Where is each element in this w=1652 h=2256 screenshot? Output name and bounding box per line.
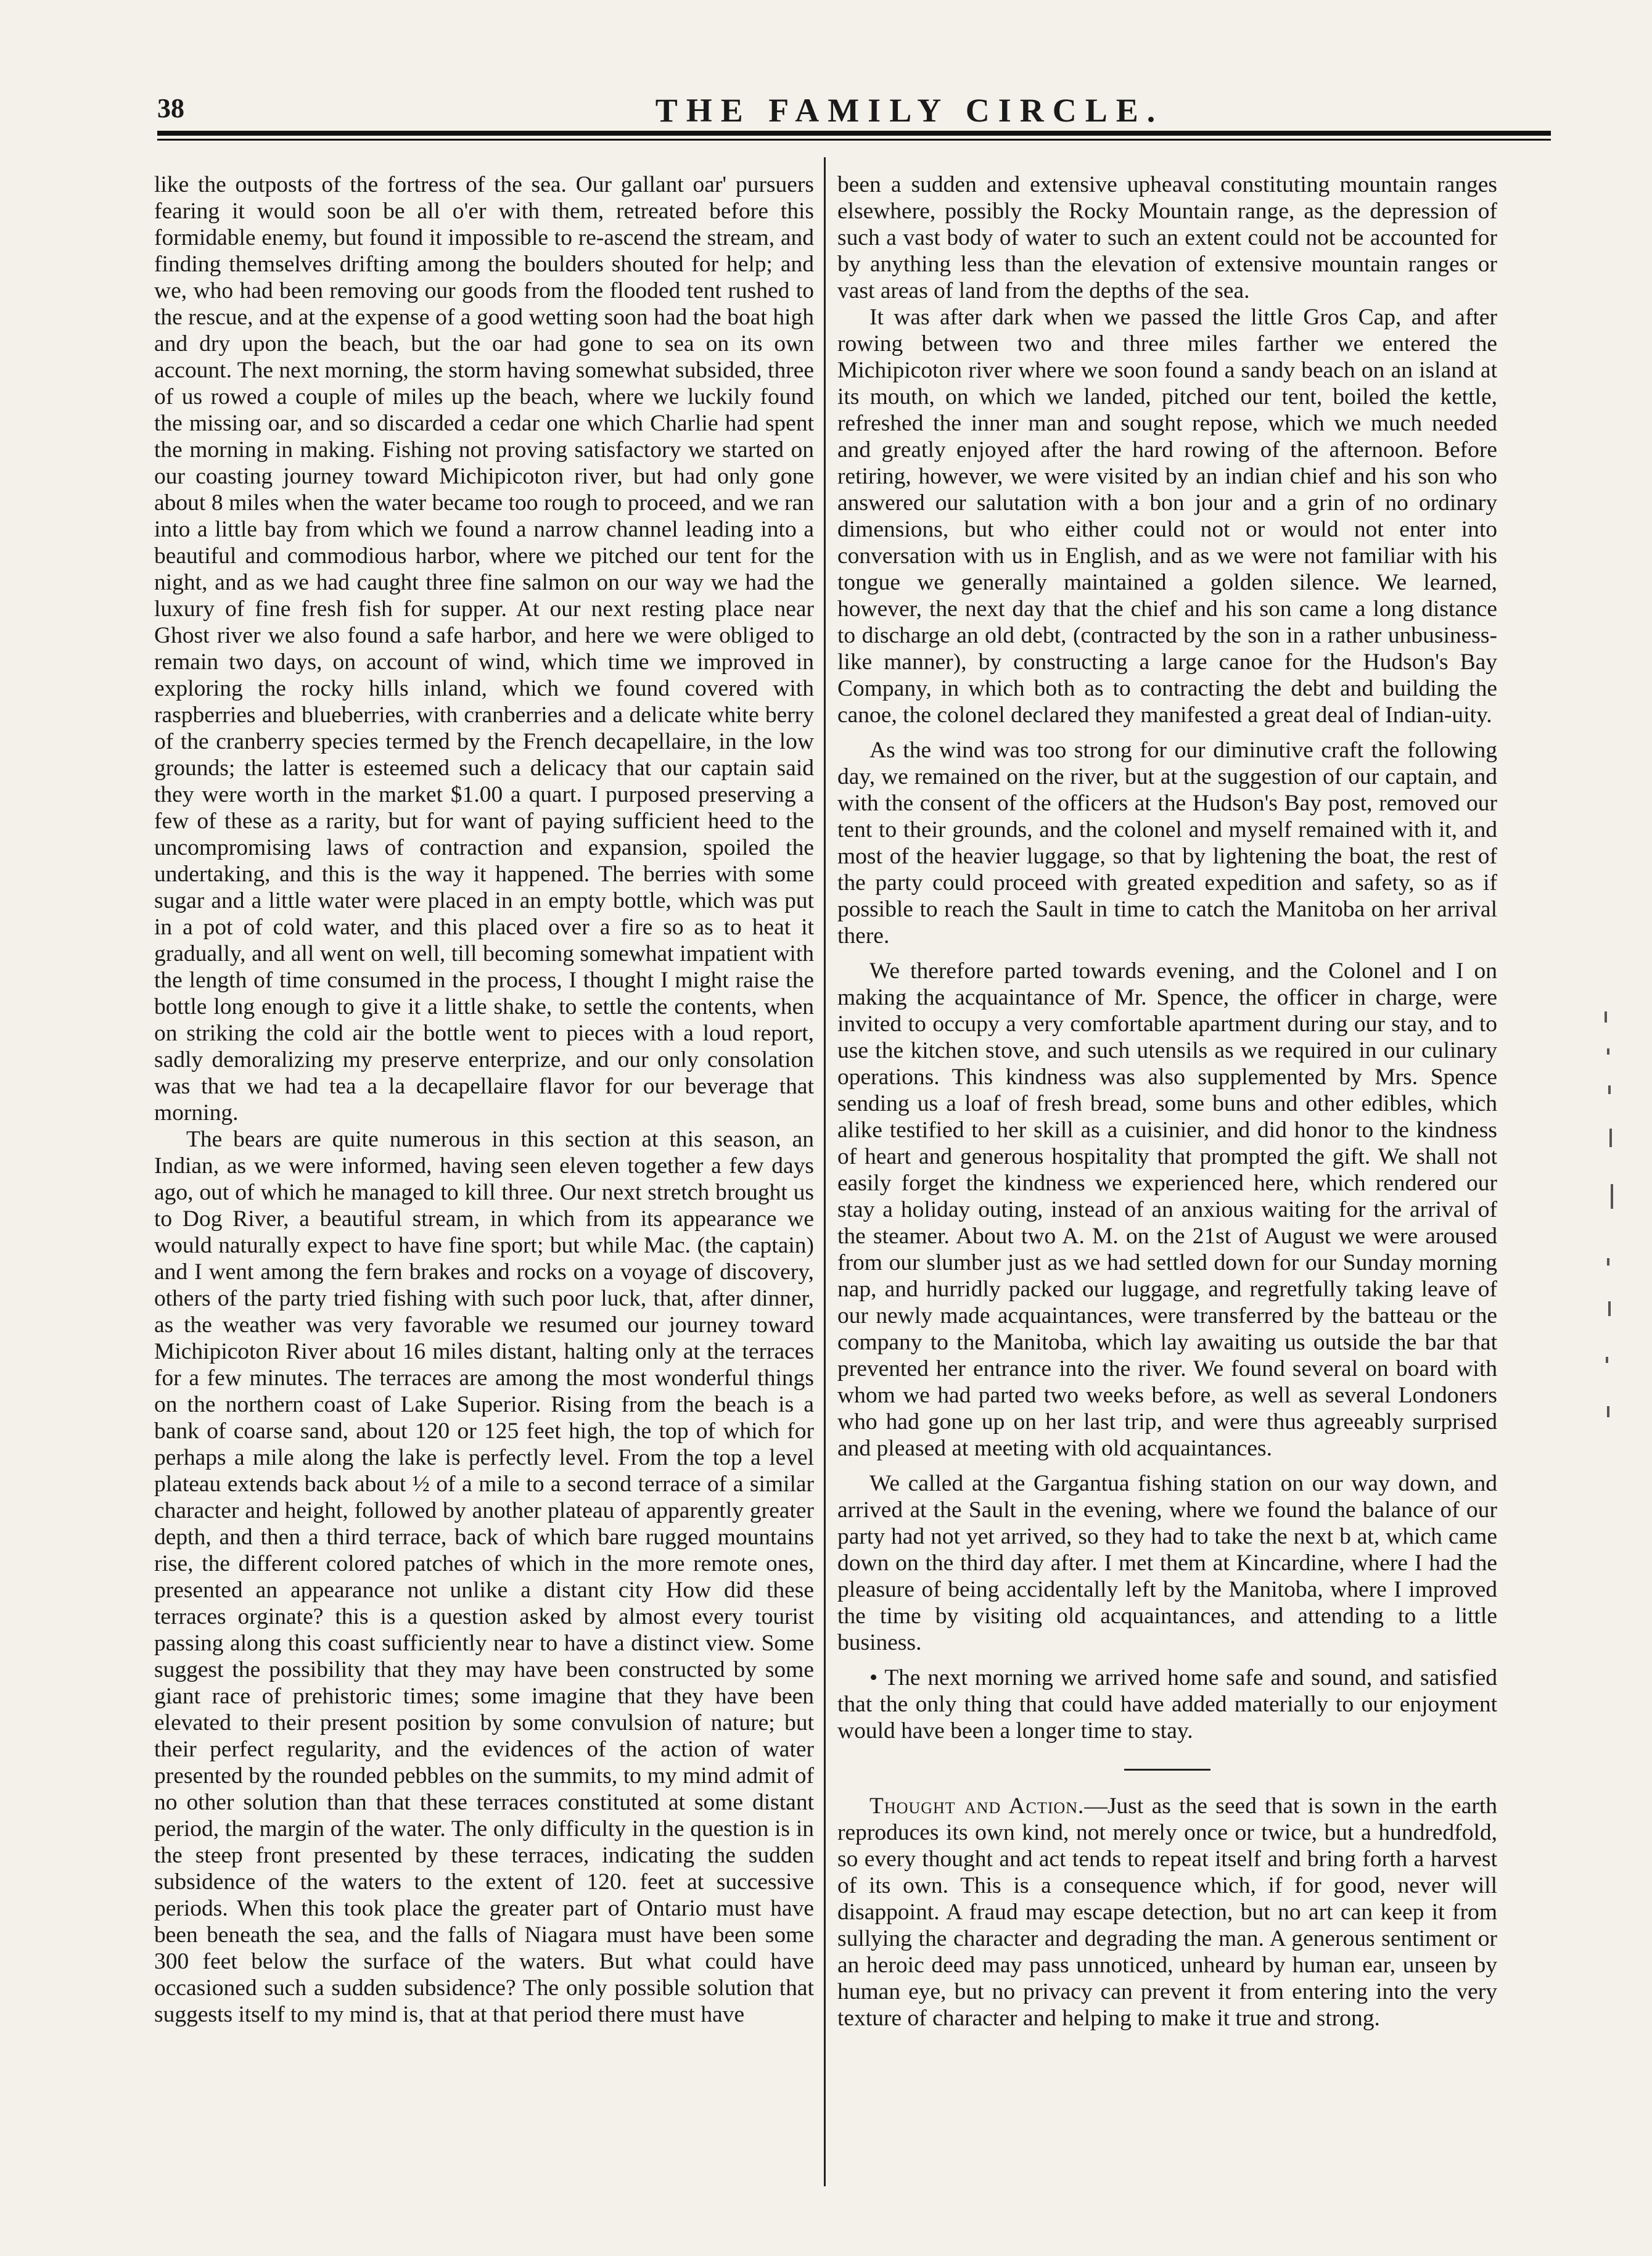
header-rule-thick: [157, 131, 1551, 136]
column-divider: [824, 157, 826, 2186]
page-header: [157, 93, 1551, 130]
thought-and-action-paragraph: [837, 1793, 1497, 2032]
right-column: [837, 171, 1497, 2032]
speck: [1607, 1406, 1609, 1417]
speck: [1606, 1357, 1608, 1363]
page-number: 38: [157, 93, 184, 123]
right-paragraph-2: It was after dark when we passed the little Gros Cap, and after rowing between two and three miles farther we entered the Michipicoton river where we soon found a sandy beach on an island at its mouth, on which we landed, pitched our tent, boiled the kettle, refreshed the inner man and sought repose, which we much needed and greatly enjoyed after the hard rowing of the afternoon. Before retiring, however, we were visited by an indian chief and his son who answered our salutation with a bon jour and a grin of no ordinary dimensions, but who either could not or would not enter into conversation with us in English, and as we were not familiar with his tongue we generally maintained a golden silence. We learned, however, the next day that the chief and his son came a long distance to discharge an old debt, (contracted by the son in a rather unbusiness-like manner), by constructing a large canoe for the Hudson's Bay Company, in which both as to contracting the debt and building the canoe, the colonel declared they manifested a great deal of Indian-uity.: [837, 305, 1497, 728]
right-paragraph-5: We called at the Gargantua fishing station on our way down, and arrived at the Sault in the evening, where we found the balance of our party had not yet arrived, so they had to take the next b at, which came down on the third day after. I met them at Kincardine, where I had the pleasure of being accidentally left by the Manitoba, where I improved the time by visiting old acquaintances, and attending to a little business.: [837, 1471, 1497, 1655]
speck: [1607, 1048, 1609, 1055]
left-paragraph-2: The bears are quite numerous in this section at this season, an Indian, as we were informed, having seen eleven together a few days ago, out of which he managed to kill three. Our next stretch brought us to Dog River, a beautiful stream, in which from its appearance we would naturally expect to have fine sport; but while Mac. (the captain) and I went among the fern brakes and rocks on a voyage of discovery, others of the party tried fishing with such poor luck, that, after dinner, as the weather was very favorable we resumed our journey toward Michipicoton River about 16 miles distant, halting only at the terraces for a few minutes. The terraces are among the most wonderful things on the northern coast of Lake Superior. Rising from the beach is a bank of coarse sand, about 120 or 125 feet high, the top of which for perhaps a mile along the lake is perfectly level. From the top a level plateau extends back about ½ of a mile to a second terrace of a similar character and height, followed by another plateau of apparently greater depth, and then a third terrace, back of which bare rugged mountains rise, the different colored patches of which in the more remote ones, presented an appearance not unlike a distant city How did these terraces orginate? this is a question asked by almost every tourist passing along this coast sufficiently near to have a distinct view. Some suggest the possibility that they may have been constructed by some giant race of prehistoric times; some imagine that they have been elevated to their present position by some convulsion of nature; but their perfect regularity, and the evidences of the action of water presented by the rounded pebbles on the summits, to my mind admit of no other solution than that these terraces constituted at some distant period, the margin of the water. The only difficulty in the question is in the steep front presented by these terraces, indicating the sudden subsidence of the waters to the extent of 120. feet at successive periods. When this took place the greater part of Ontario must have been beneath the sea, and the falls of Niagara must have been some 300 feet below the surface of the waters. But what could have occasioned such a sudden subsidence? The only possible solution that suggests itself to my mind is, that at that period there must have: [154, 1127, 814, 2027]
header-rule-thin: [157, 139, 1551, 141]
right-paragraph-3: As the wind was too strong for our diminutive craft the following day, we remained on the river, but at the suggestion of our captain, and with the consent of the officers at the Hudson's Bay post, removed our tent to their grounds, and the colonel and myself remained with it, and most of the heavier luggage, so that by lightening the boat, the rest of the party could proceed with greated expedition and safety, so as if possible to reach the Sault in time to catch the Manitoba on her arrival there.: [837, 738, 1497, 949]
right-paragraph-1: been a sudden and extensive upheaval constituting mountain ranges elsewhere, possibly the Rocky Mountain range, as the depression of such a vast body of water to such an extent could not be accounted for by anything less than the elevation of extensive mountain ranges or vast areas of land from the depths of the sea.: [837, 172, 1497, 303]
left-column: [154, 171, 814, 2028]
speck: [1611, 1184, 1613, 1209]
article-body: —Just as the seed that is sown in the earth reproduces its own kind, not merely once or twice, but a hundredfold, so every thought and act tends to repeat itself and bring forth a harvest of its own. This is a consequence which, if for good, never will disappoint. A fraud may escape detection, but no art can keep it from sullying the character and degrading the man. A generous sentiment or an heroic deed may pass unnoticed, unheard by human ear, unseen by human eye, but no privacy can prevent it from entering into the very texture of character and helping to make it true and strong.: [837, 1793, 1497, 2031]
speck: [1608, 1301, 1611, 1316]
right-paragraph-6: • The next morning we arrived home safe and sound, and satisfied that the only thing that could have added materially to our enjoyment would have been a longer time to stay.: [837, 1665, 1497, 1743]
speck: [1609, 1129, 1612, 1147]
section-separator-rule: [1124, 1769, 1210, 1771]
running-title: THE FAMILY CIRCLE.: [655, 92, 1164, 129]
speck: [1605, 1011, 1607, 1023]
margin-specks: [1603, 1011, 1622, 1443]
speck: [1608, 1085, 1611, 1094]
speck: [1607, 1258, 1609, 1266]
left-paragraph-1: like the outposts of the fortress of the sea. Our gallant oar' pursuers fearing it would soon be all o'er with them, retreated before this formidable enemy, but found it impossible to re-ascend the stream, and finding themselves drifting among the boulders shouted for help; and we, who had been removing our goods from the flooded tent rushed to the rescue, and at the expense of a good wetting soon had the boat high and dry upon the beach, but the oar had gone to sea on its own account. The next morning, the storm having somewhat subsided, three of us rowed a couple of miles up the beach, where we luckily found the missing oar, and so discarded a cedar one which Charlie had spent the morning in making. Fishing not proving satisfactory we started on our coasting journey toward Michipicoton river, but had only gone about 8 miles when the water became too rough to proceed, and we ran into a little bay from which we found a narrow channel leading into a beautiful and commodious harbor, where we pitched our tent for the night, and as we had caught three fine salmon on our way we had the luxury of fine fresh fish for supper. At our next resting place near Ghost river we also found a safe harbor, and here we were obliged to remain two days, on account of wind, which time we improved in exploring the rocky hills inland, which we found covered with raspberries and blueberries, with cranberries and a delicate white berry of the cranberry species termed by the French decapellaire, in the low grounds; the latter is esteemed such a delicacy that our captain said they were worth in the market $1.00 a quart. I purposed preserving a few of these as a rarity, but for want of paying sufficient heed to the uncompromising laws of contraction and expansion, spoiled the undertaking, and this is the way it happened. The berries with some sugar and a little water were placed in an empty bottle, which was put in a pot of cold water, and this placed over a fire so as to heat it gradually, and all went on well, till becoming somewhat impatient with the length of time consumed in the process, I thought I might raise the bottle long enough to give it a little shake, to settle the contents, when on striking the cold air the bottle went to pieces with a loud report, sadly demoralizing my preserve enterprize, and our only consolation was that we had tea a la decapellaire flavor for our beverage that morning.: [154, 172, 814, 1126]
right-paragraph-4: We therefore parted towards evening, and the Colonel and I on making the acquaintance of Mr. Spence, the officer in charge, were invited to occupy a very comfortable apartment during our stay, and to use the kitchen stove, and such utensils as we required in our culinary operations. This kindness was also supplemented by Mrs. Spence sending us a loaf of fresh bread, some buns and other edibles, which alike testified to her skill as a cuisinier, and did honor to the kindness of heart and generous hospitality that prompted the gift. We shall not easily forget the kindness we experienced here, which rendered our stay a holiday outing, instead of an anxious waiting for the arrival of the steamer. About two A. M. on the 21st of August we were aroused from our slumber just as we had settled down for our Sunday morning nap, and hurridly packed our luggage, and regretfully taking leave of our newly made acquaintances, were transferred by the batteau or the company to the Manitoba, which lay awaiting us outside the bar that prevented her entrance into the river. We found several on board with whom we had parted two weeks before, as well as several Londoners who had gone up on her last trip, and were thus agreeably surprised and pleased at meeting with old acquaintances.: [837, 958, 1497, 1461]
article-lead-in: Thought and Action.: [869, 1793, 1085, 1819]
